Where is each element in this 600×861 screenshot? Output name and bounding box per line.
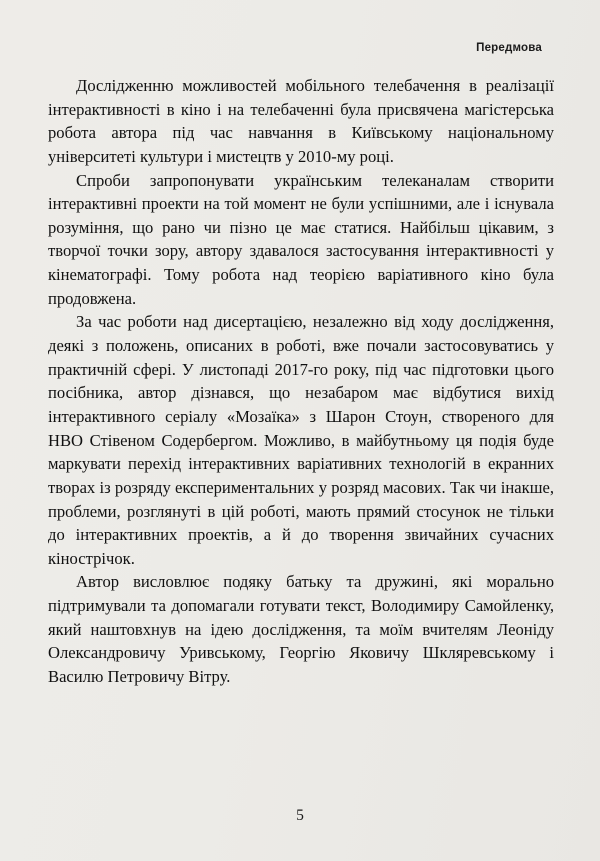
paragraph: Автор висловлює подяку батьку та дружині, які морально підтримували та допомагали готувати текст, Володимиру Самойленку, який наштовхнув на ідею дослідження, та моїм вчителям Леоніду Олександровичу Уривському, Георгію Яковичу Шкляревському і Василю Петровичу Вітру.: [48, 572, 554, 687]
paragraph: За час роботи над дисертацією, незалежно від ходу дослідження, деякі з положень, описаних в роботі, вже почали застосовуватись у практичній сфері. У листопаді 2017-го року, під час підготовки цього посібника, автор дізнався, що незабаром має відбутися вихід інтерактивного серіалу «Мозаїка» з Шарон Стоун, створеного для НВО Стівеном Содербергом. Можливо, в майбутньому ця подія буде маркувати перехід інтерактивних варіативних технологій в екранних творах із розряду експериментальних у розряд масових. Так чи інакше, проблеми, розглянуті в цій роботі, мають прямий стосунок не тільки до інтерактивних проектів, а й до творення звичайних сучасних кінострічок.: [48, 312, 554, 568]
paragraph: Спроби запропонувати українським телеканалам створити інтерактивні проекти на той момент не були успішними, але і існувала розуміння, що рано чи пізно це має статися. Найбільш цікавим, з творчої точки зору, автору здавалося застосування інтерактивності у кінематографі. Тому робота над теорією варіативного кіно була продовжена.: [48, 170, 554, 308]
page-body: [48, 74, 554, 689]
header-divider: [58, 62, 542, 63]
page-number: 5: [296, 807, 304, 824]
running-head: Передмова: [476, 42, 542, 54]
paragraph: Дослідженню можливостей мобільного телебачення в реалізації інтерактивності в кіно і на телебаченні була присвячена магістерська робота автора під час навчання в Київському національному університеті культури і мистецтв у 2010-му році.: [48, 76, 554, 166]
